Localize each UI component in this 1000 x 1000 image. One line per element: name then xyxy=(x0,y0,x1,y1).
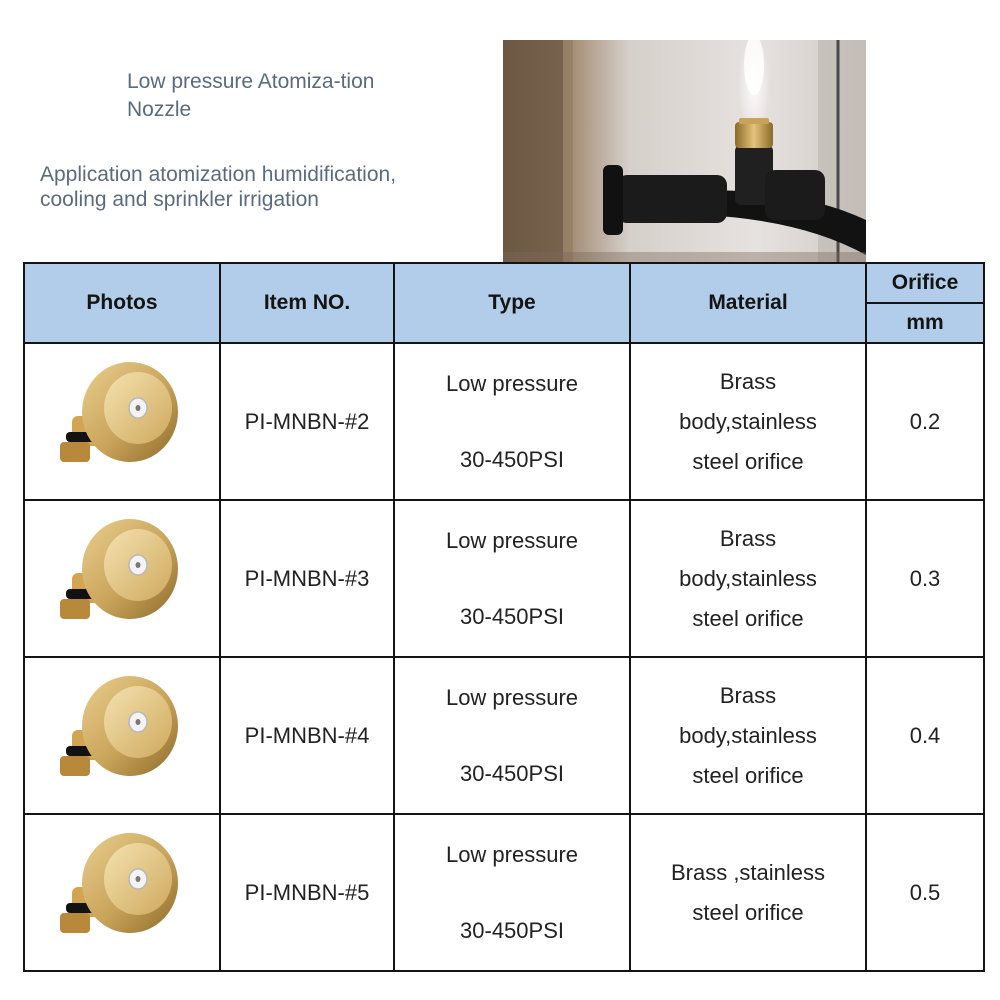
type-pressure: Low pressure xyxy=(445,684,579,710)
misting-nozzle-icon xyxy=(503,40,866,262)
orifice-cell: 0.5 xyxy=(866,814,984,971)
header-orifice: Orifice xyxy=(866,263,984,303)
material-cell xyxy=(630,657,866,814)
item-no-cell: PI-MNBN-#2 xyxy=(220,343,394,500)
nozzle-spec-table xyxy=(23,262,985,972)
orifice-cell: 0.3 xyxy=(866,500,984,657)
type-pressure: Low pressure xyxy=(445,527,579,553)
header-type: Type xyxy=(394,263,630,343)
material-line: Brass xyxy=(719,525,777,551)
application-description: Application atomization humidification, cooling and sprinkler irrigation xyxy=(40,163,397,211)
header-item-no: Item NO. xyxy=(220,263,394,343)
photo-cell xyxy=(24,814,220,971)
type-psi: 30-450PSI xyxy=(460,446,564,472)
table-row xyxy=(24,343,984,500)
brass-nozzle-icon xyxy=(52,354,192,484)
header-orifice-unit: mm xyxy=(866,303,984,343)
type-pressure: Low pressure xyxy=(445,841,579,867)
material-line: Brass xyxy=(719,682,777,708)
type-cell xyxy=(394,657,630,814)
item-no-cell: PI-MNBN-#4 xyxy=(220,657,394,814)
type-cell xyxy=(394,343,630,500)
material-line: steel orifice xyxy=(692,899,804,925)
type-psi: 30-450PSI xyxy=(460,603,564,629)
item-no-cell: PI-MNBN-#3 xyxy=(220,500,394,657)
type-psi: 30-450PSI xyxy=(460,917,564,943)
material-line: steel orifice xyxy=(692,448,804,474)
brass-nozzle-icon xyxy=(52,668,192,798)
photo-cell xyxy=(24,500,220,657)
material-line: body,stainless xyxy=(679,408,817,434)
material-cell xyxy=(630,814,866,971)
material-line: Brass xyxy=(719,368,777,394)
hero-photo-misting-nozzle xyxy=(503,40,866,262)
material-line: body,stainless xyxy=(679,565,817,591)
orifice-cell: 0.2 xyxy=(866,343,984,500)
header-material: Material xyxy=(630,263,866,343)
type-cell xyxy=(394,500,630,657)
page-title: Low pressure Atomiza-tion Nozzle xyxy=(127,70,375,121)
type-psi: 30-450PSI xyxy=(460,760,564,786)
brass-nozzle-icon xyxy=(52,511,192,641)
table-row xyxy=(24,814,984,971)
photo-cell xyxy=(24,657,220,814)
material-cell xyxy=(630,500,866,657)
type-cell xyxy=(394,814,630,971)
header-photos: Photos xyxy=(24,263,220,343)
photo-cell xyxy=(24,343,220,500)
orifice-cell: 0.4 xyxy=(866,657,984,814)
material-line: steel orifice xyxy=(692,762,804,788)
material-cell xyxy=(630,343,866,500)
material-line: steel orifice xyxy=(692,605,804,631)
table-row xyxy=(24,500,984,657)
material-line: Brass ,stainless xyxy=(670,859,826,885)
type-pressure: Low pressure xyxy=(445,370,579,396)
material-line: body,stainless xyxy=(679,722,817,748)
item-no-cell: PI-MNBN-#5 xyxy=(220,814,394,971)
brass-nozzle-icon xyxy=(52,825,192,955)
table-row xyxy=(24,657,984,814)
